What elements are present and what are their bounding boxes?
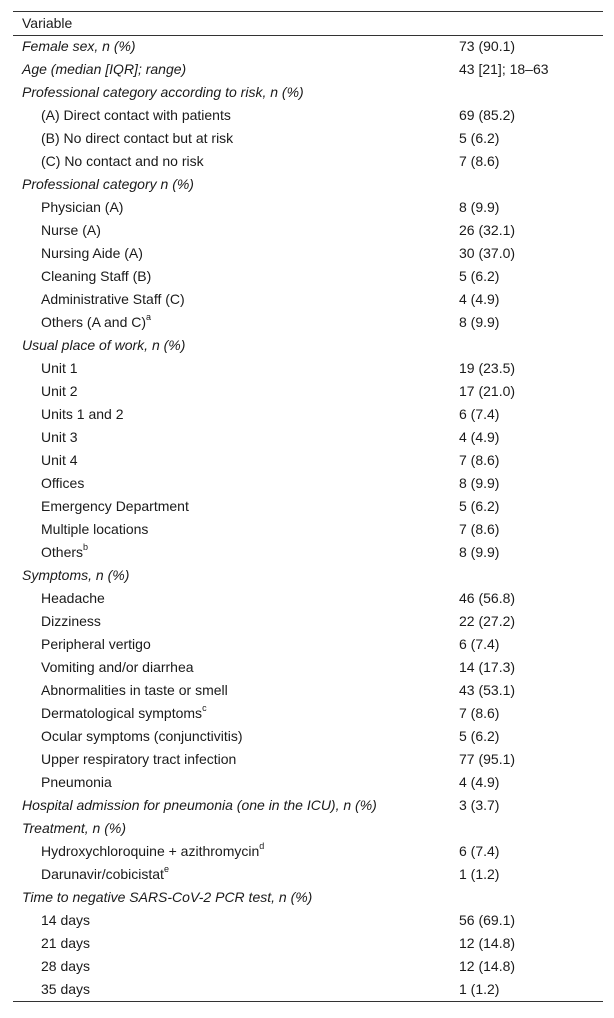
table-row [13,955,603,978]
table-row [13,150,603,173]
table-row [13,541,603,564]
row-value: 8 (9.9) [459,199,500,215]
footnote-marker: e [163,864,169,875]
row-value: 8 (9.9) [459,314,500,330]
row-value: 7 (8.6) [459,521,500,537]
table-row [13,449,603,472]
row-label [13,426,459,449]
row-value: 22 (27.2) [459,613,516,629]
row-label [13,357,459,380]
table-row [13,472,603,495]
table-row [13,403,603,426]
row-label [13,150,459,173]
table-row [13,978,603,1001]
table-row [13,242,603,265]
row-label-text: Ocular symptoms (conjunctivitis) [41,728,243,744]
row-value: 46 (56.8) [459,590,516,606]
row-value: 5 (6.2) [459,130,500,146]
row-label-text: (C) No contact and no risk [41,153,204,169]
row-value: 43 [21]; 18–63 [459,61,549,77]
row-label-text: Administrative Staff (C) [41,291,185,307]
table-row [13,104,603,127]
row-label-text: Cleaning Staff (B) [41,268,152,284]
row-value: 1 (1.2) [459,981,500,997]
section-label [13,173,459,196]
section-label [13,81,459,104]
row-label-text: 14 days [41,912,91,928]
row-label-text: Nurse (A) [41,222,101,238]
section-label [13,564,459,587]
row-value: 17 (21.0) [459,383,516,399]
row-value: 7 (8.6) [459,452,500,468]
row-label-text: Emergency Department [41,498,189,514]
table-row [13,380,603,403]
row-label-text: Upper respiratory tract infection [41,751,237,767]
table-row [13,817,603,840]
table-row [13,127,603,150]
row-label-text: Female sex, n (%) [22,38,136,54]
row-label [13,472,459,495]
row-label-text: Professional category n (%) [22,176,194,192]
table-row [13,426,603,449]
row-label-text: Offices [41,475,85,491]
row-label [13,127,459,150]
row-label-text: 21 days [41,935,91,951]
table-row [13,748,603,771]
row-value: 19 (23.5) [459,360,516,376]
row-value: 14 (17.3) [459,659,516,675]
row-label [13,978,459,1001]
row-label-text: Darunavir/cobicistat [41,866,164,882]
row-label [13,610,459,633]
row-label [13,656,459,679]
table-row [13,610,603,633]
row-label [13,403,459,426]
row-value: 5 (6.2) [459,498,500,514]
row-value: 4 (4.9) [459,774,500,790]
table-row [13,196,603,219]
row-label-text: Treatment, n (%) [22,820,126,836]
table-row [13,702,603,725]
table-row [13,587,603,610]
row-value: 8 (9.9) [459,475,500,491]
row-label-text: (A) Direct contact with patients [41,107,231,123]
table-row [13,495,603,518]
table-row [13,656,603,679]
row-label [13,541,459,564]
row-label-text: Abnormalities in taste or smell [41,682,228,698]
footnote-marker: a [146,312,152,323]
row-label [13,518,459,541]
section-label [13,35,459,58]
section-label [13,817,459,840]
row-label [13,104,459,127]
row-value [459,564,603,587]
row-label-text: Professional category according to risk, n (%) [22,84,304,100]
table-row [13,794,603,817]
header-value [459,12,603,35]
row-label [13,495,459,518]
table-header-row [13,12,603,35]
row-label [13,449,459,472]
row-value [459,886,603,909]
row-label-text: Age (median [IQR]; range) [22,61,187,77]
row-label [13,909,459,932]
section-label [13,58,459,81]
row-value: 5 (6.2) [459,268,500,284]
footnote-marker: c [202,703,207,714]
row-value: 8 (9.9) [459,544,500,560]
row-value [459,334,603,357]
table-row [13,564,603,587]
row-label [13,679,459,702]
data-table [13,11,603,1002]
row-label-text: Hospital admission for pneumonia (one in the ICU), n (%) [22,797,377,813]
row-label [13,955,459,978]
section-label [13,334,459,357]
row-value: 43 (53.1) [459,682,516,698]
section-label [13,794,459,817]
row-value: 6 (7.4) [459,636,500,652]
row-label [13,702,459,725]
row-label [13,288,459,311]
table-row [13,863,603,886]
row-label-text: Pneumonia [41,774,112,790]
row-label-text: Usual place of work, n (%) [22,337,186,353]
row-label-text: Others (A and C) [41,314,147,330]
table-row [13,219,603,242]
table-row [13,81,603,104]
row-label [13,748,459,771]
row-label-text: Time to negative SARS-CoV-2 PCR test, n (%) [22,889,313,905]
row-label [13,863,459,886]
row-value [459,817,603,840]
row-value: 77 (95.1) [459,751,516,767]
table-row [13,35,603,58]
row-label-text: Vomiting and/or diarrhea [41,659,194,675]
row-label [13,633,459,656]
row-value: 26 (32.1) [459,222,516,238]
row-label-text: Symptoms, n (%) [22,567,130,583]
table-row [13,633,603,656]
row-value: 12 (14.8) [459,958,516,974]
section-label [13,886,459,909]
row-value [459,81,603,104]
row-label-text: Dermatological symptoms [41,705,203,721]
table-row [13,311,603,334]
row-value: 3 (3.7) [459,797,500,813]
table-row [13,58,603,81]
table-row [13,840,603,863]
row-value: 7 (8.6) [459,153,500,169]
row-label-text: Units 1 and 2 [41,406,124,422]
row-label [13,196,459,219]
row-value: 6 (7.4) [459,843,500,859]
row-label [13,725,459,748]
row-label-text: Nursing Aide (A) [41,245,143,261]
row-label [13,380,459,403]
row-label-text: Unit 3 [41,429,78,445]
table-row [13,932,603,955]
table-row [13,518,603,541]
row-value: 5 (6.2) [459,728,500,744]
row-label [13,932,459,955]
row-value: 69 (85.2) [459,107,516,123]
table-row [13,886,603,909]
table-row [13,909,603,932]
row-label-text: Unit 1 [41,360,78,376]
row-value: 4 (4.9) [459,291,500,307]
row-value: 4 (4.9) [459,429,500,445]
table-row [13,334,603,357]
row-value: 56 (69.1) [459,912,516,928]
row-label-text: 28 days [41,958,91,974]
table-row [13,288,603,311]
row-label-text: Unit 4 [41,452,78,468]
row-label-text: Others [41,544,84,560]
table-row [13,357,603,380]
row-label-text: Headache [41,590,105,606]
header-divider [13,35,603,36]
table-row [13,679,603,702]
row-value: 73 (90.1) [459,38,516,54]
table-row [13,725,603,748]
row-value: 1 (1.2) [459,866,500,882]
row-label [13,587,459,610]
row-value: 30 (37.0) [459,245,516,261]
row-label-text: Hydroxychloroquine + azithromycin [41,843,260,859]
row-label-text: Unit 2 [41,383,78,399]
row-label [13,771,459,794]
footnote-marker: d [259,841,265,852]
row-label-text: 35 days [41,981,91,997]
row-label-text: Multiple locations [41,521,149,537]
row-label-text: Peripheral vertigo [41,636,151,652]
row-value [459,173,603,196]
row-label [13,311,459,334]
row-label [13,242,459,265]
row-label-text: (B) No direct contact but at risk [41,130,234,146]
table-body [13,35,603,1001]
row-value: 6 (7.4) [459,406,500,422]
footnote-marker: b [83,542,89,553]
table-row [13,173,603,196]
row-label [13,219,459,242]
row-label [13,840,459,863]
row-label-text: Dizziness [41,613,101,629]
table-row [13,771,603,794]
table-row [13,265,603,288]
row-label-text: Physician (A) [41,199,124,215]
header-variable: Variable [22,15,73,31]
row-label [13,265,459,288]
row-value: 7 (8.6) [459,705,500,721]
row-value: 12 (14.8) [459,935,516,951]
